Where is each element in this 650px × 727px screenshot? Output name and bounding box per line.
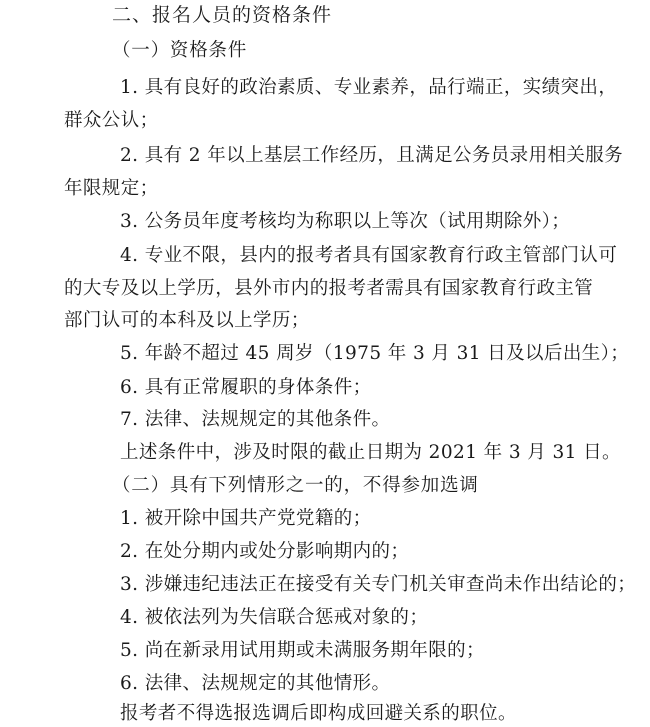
qualification-item-7: 7. 法律、法规规定的其他条件。 bbox=[120, 409, 391, 430]
qualification-item-1-line-1: 1. 具有良好的政治素质、专业素养，品行端正，实绩突出， bbox=[120, 77, 618, 98]
qualification-item-4-line-1: 4. 专业不限，县内的报考者具有国家教育行政主管部门认可 bbox=[120, 245, 618, 266]
closing-note: 报考者不得选报选调后即构成回避关系的职位。 bbox=[120, 703, 517, 724]
qualification-item-1-line-2: 群众公认； bbox=[64, 110, 159, 131]
disqualification-item-6: 6. 法律、法规规定的其他情形。 bbox=[120, 673, 391, 694]
qualification-item-4-line-3: 部门认可的本科及以上学历； bbox=[64, 310, 310, 331]
disqualification-item-1: 1. 被开除中国共产党党籍的； bbox=[120, 508, 372, 529]
disqualification-item-2: 2. 在处分期内或处分影响期内的； bbox=[120, 541, 410, 562]
disqualification-item-5: 5. 尚在新录用试用期或未满服务期年限的； bbox=[120, 640, 485, 661]
disqualification-item-3: 3. 涉嫌违纪违法正在接受有关专门机关审查尚未作出结论的； bbox=[120, 574, 637, 595]
deadline-note: 上述条件中，涉及时限的截止日期为 2021 年 3 月 31 日。 bbox=[120, 442, 621, 463]
disqualifications-heading: （二）具有下列情形之一的，不得参加选调 bbox=[112, 475, 479, 496]
qualifications-heading: （一）资格条件 bbox=[112, 40, 248, 61]
disqualification-item-4: 4. 被依法列为失信联合惩戒对象的； bbox=[120, 607, 429, 628]
qualification-item-5: 5. 年龄不超过 45 周岁（1975 年 3 月 31 日及以后出生）； bbox=[120, 343, 630, 364]
qualification-item-3: 3. 公务员年度考核均为称职以上等次（试用期除外）； bbox=[120, 211, 571, 232]
qualification-item-2-line-2: 年限规定； bbox=[64, 178, 159, 199]
qualification-item-6: 6. 具有正常履职的身体条件； bbox=[120, 377, 372, 398]
section-title: 二、报名人员的资格条件 bbox=[112, 4, 333, 26]
qualification-item-4-line-2: 的大专及以上学历，县外市内的报考者需具有国家教育行政主管 bbox=[64, 278, 594, 299]
qualification-item-2-line-1: 2. 具有 2 年以上基层工作经历，且满足公务员录用相关服务 bbox=[120, 145, 624, 166]
